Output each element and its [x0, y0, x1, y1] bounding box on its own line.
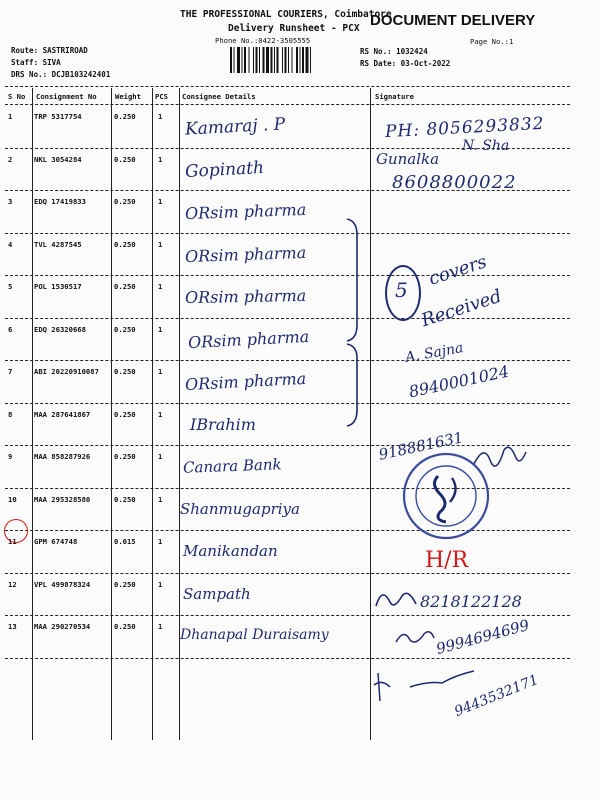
row-weight: 0.250 [114, 409, 136, 419]
signature-phone-13: 9443532171 [452, 671, 541, 721]
col-signature-header: Signature [375, 92, 414, 101]
row-consignment-no: TRP 5317754 [34, 112, 82, 121]
col-sno-header: S No [8, 92, 26, 101]
signature-name-1: N. Sha [462, 138, 510, 154]
row-weight: 0.250 [114, 324, 136, 334]
row-divider [5, 360, 570, 361]
row-consignment-no: EDQ 26320668 [34, 324, 86, 334]
row-weight: 0.250 [114, 622, 136, 631]
row-consignee: Sampath [183, 584, 251, 603]
barcode-bar [244, 47, 246, 73]
row-consignment-no: NKL 3054284 [34, 154, 82, 164]
barcode-bar [242, 47, 243, 73]
barcode-bar [296, 47, 298, 73]
bracket-rows-6-7 [345, 340, 365, 430]
barcode-bar [253, 47, 254, 73]
received-word: Received [418, 285, 505, 332]
barcode-bar [256, 47, 258, 73]
row-consignee: Dhanapal Duraisamy [180, 627, 329, 643]
row-consignment-no: MAA 858287926 [34, 452, 91, 461]
row-consignment-no: ABI 20220910087 [34, 367, 99, 376]
rs-number: RS No.: 1032424 [360, 47, 428, 56]
barcode-bar [230, 47, 232, 73]
row-consignment-no: MAA 290270534 [34, 622, 91, 631]
row-pcs: 1 [158, 494, 163, 504]
row-consignment-no: VPL 499878324 [34, 579, 91, 589]
row-weight: 0.250 [114, 112, 136, 121]
row-pcs: 1 [158, 409, 163, 419]
row-divider [5, 403, 570, 404]
row-sno: 3 [8, 197, 13, 206]
barcode-bar [277, 47, 279, 73]
page-number: Page No.:1 [470, 37, 514, 46]
row-consignee: ORsim pharma [184, 368, 307, 395]
row-weight: 0.250 [114, 367, 136, 376]
row-consignee: Canara Bank [182, 455, 282, 477]
signature-phone-7: 8940001024 [407, 361, 511, 402]
route-label: Route: SASTRIROAD [11, 46, 88, 55]
barcode-bar [306, 47, 309, 73]
col-weight-header: Weight [115, 92, 141, 101]
row-consignment-no: TVL 4287545 [34, 239, 82, 249]
row-weight: 0.250 [114, 452, 136, 461]
row-consignee: ORsim pharma [184, 242, 307, 266]
row-weight: 0.250 [114, 579, 136, 589]
row-sno: 11 [8, 537, 17, 546]
row-consignee: Gopinath [184, 157, 265, 182]
col-consignment-header: Consignment No [36, 92, 97, 101]
signature-phone-11: 8218122128 [420, 592, 522, 611]
row-sno: 8 [8, 409, 13, 419]
row-pcs: 1 [158, 622, 163, 631]
row-pcs: 1 [158, 239, 163, 249]
row-consignment-no: GPM 674748 [34, 537, 78, 546]
barcode [230, 47, 352, 73]
signature-name-6: A. Sajna [404, 340, 465, 366]
row-weight: 0.250 [114, 197, 136, 206]
signature-scribble-12 [392, 624, 438, 648]
row-sno: 5 [8, 282, 13, 291]
signature-phone-1: PH: 8056293832 [384, 113, 545, 143]
covers-count: 5 [395, 278, 408, 302]
row-sno: 4 [8, 239, 13, 249]
row-consignee: Kamaraj . P [184, 114, 286, 140]
row-divider [5, 658, 570, 659]
runsheet-title: Delivery Runsheet - PCX [228, 23, 360, 34]
row-sno: 13 [8, 622, 17, 631]
row-sno: 7 [8, 367, 13, 376]
signature-phone-2: 8608800022 [392, 172, 517, 193]
row-sno: 1 [8, 112, 13, 121]
barcode-bar [302, 47, 304, 73]
row-consignment-no: MAA 295328580 [34, 494, 91, 504]
col-divider-3 [152, 88, 153, 740]
row-pcs: 1 [158, 579, 163, 589]
row-10-circle-mark [4, 519, 28, 543]
row-consignee: IBrahim [190, 414, 256, 434]
barcode-bar [288, 47, 289, 73]
barcode-bar [292, 47, 293, 73]
signature-2: Gunalka [376, 150, 440, 168]
row-divider [5, 573, 570, 574]
row-pcs: 1 [158, 537, 163, 546]
drs-number: DRS No.: DCJB103242401 [11, 70, 111, 79]
row-weight: 0.250 [114, 282, 136, 291]
col-pcs-header: PCS [155, 92, 168, 101]
signature-phone-12: 9994694699 [434, 615, 532, 659]
row-weight: 0.250 [114, 239, 136, 249]
staff-label: Staff: SIVA [11, 58, 61, 67]
row-weight: 0.015 [114, 537, 136, 546]
col-divider-5 [370, 88, 371, 740]
row-consignment-no: POL 1530517 [34, 282, 82, 291]
row-pcs: 1 [158, 367, 163, 376]
row-consignee: Manikandan [183, 542, 278, 560]
signature-scribble-11 [372, 584, 420, 612]
row-divider [5, 615, 570, 616]
header-top-rule [5, 86, 570, 87]
row-pcs: 1 [158, 282, 163, 291]
signature-scribble-13 [370, 665, 480, 705]
col-consignee-header: Consignee Details [182, 92, 256, 101]
row-pcs: 1 [158, 154, 163, 164]
barcode-bar [259, 47, 260, 73]
phone-number: Phone No.:0422-3505555 [215, 36, 311, 45]
row-sno: 6 [8, 324, 13, 334]
barcode-bar [263, 47, 265, 73]
row-pcs: 1 [158, 197, 163, 206]
hr-note: H/R [425, 548, 469, 573]
signature-phone-8: 918881631 [377, 428, 465, 464]
row-weight: 0.250 [114, 494, 136, 504]
row-weight: 0.250 [114, 154, 136, 164]
barcode-bar [266, 47, 269, 73]
row-sno: 2 [8, 154, 13, 164]
barcode-bar [234, 47, 235, 73]
row-divider [5, 275, 570, 276]
row-divider [5, 318, 570, 319]
row-divider [5, 233, 570, 234]
rs-date: RS Date: 03-Oct-2022 [360, 59, 451, 68]
col-divider-1 [32, 88, 33, 740]
row-pcs: 1 [158, 112, 163, 121]
row-pcs: 1 [158, 452, 163, 461]
row-consignee: ORsim pharma [184, 199, 307, 224]
barcode-bar [249, 47, 250, 73]
barcode-bar [285, 47, 287, 73]
row-sno: 10 [8, 494, 17, 504]
header-bottom-rule [5, 104, 570, 105]
barcode-bar [300, 47, 301, 73]
col-divider-2 [111, 88, 112, 740]
row-pcs: 1 [158, 324, 163, 334]
barcode-bar [274, 47, 275, 73]
row-sno: 12 [8, 579, 17, 589]
barcode-bar [237, 47, 240, 73]
company-title: THE PROFESSIONAL COURIERS, Coimbatore [180, 9, 392, 20]
bracket-rows-3-5 [345, 215, 365, 345]
row-consignee: ORsim pharma [187, 326, 310, 352]
row-sno: 9 [8, 452, 13, 461]
document-delivery-stamp: DOCUMENT DELIVERY [370, 12, 536, 29]
covers-word: covers [426, 251, 490, 290]
row-consignee: ORsim pharma [184, 285, 307, 308]
row-consignee: Shanmugapriya [180, 499, 300, 518]
barcode-bar [282, 47, 283, 73]
bank-seal-stamp [400, 450, 492, 542]
barcode-bar [271, 47, 273, 73]
row-consignment-no: EDQ 17419833 [34, 197, 86, 206]
barcode-bar [310, 47, 311, 73]
row-consignment-no: MAA 287641867 [34, 409, 91, 419]
